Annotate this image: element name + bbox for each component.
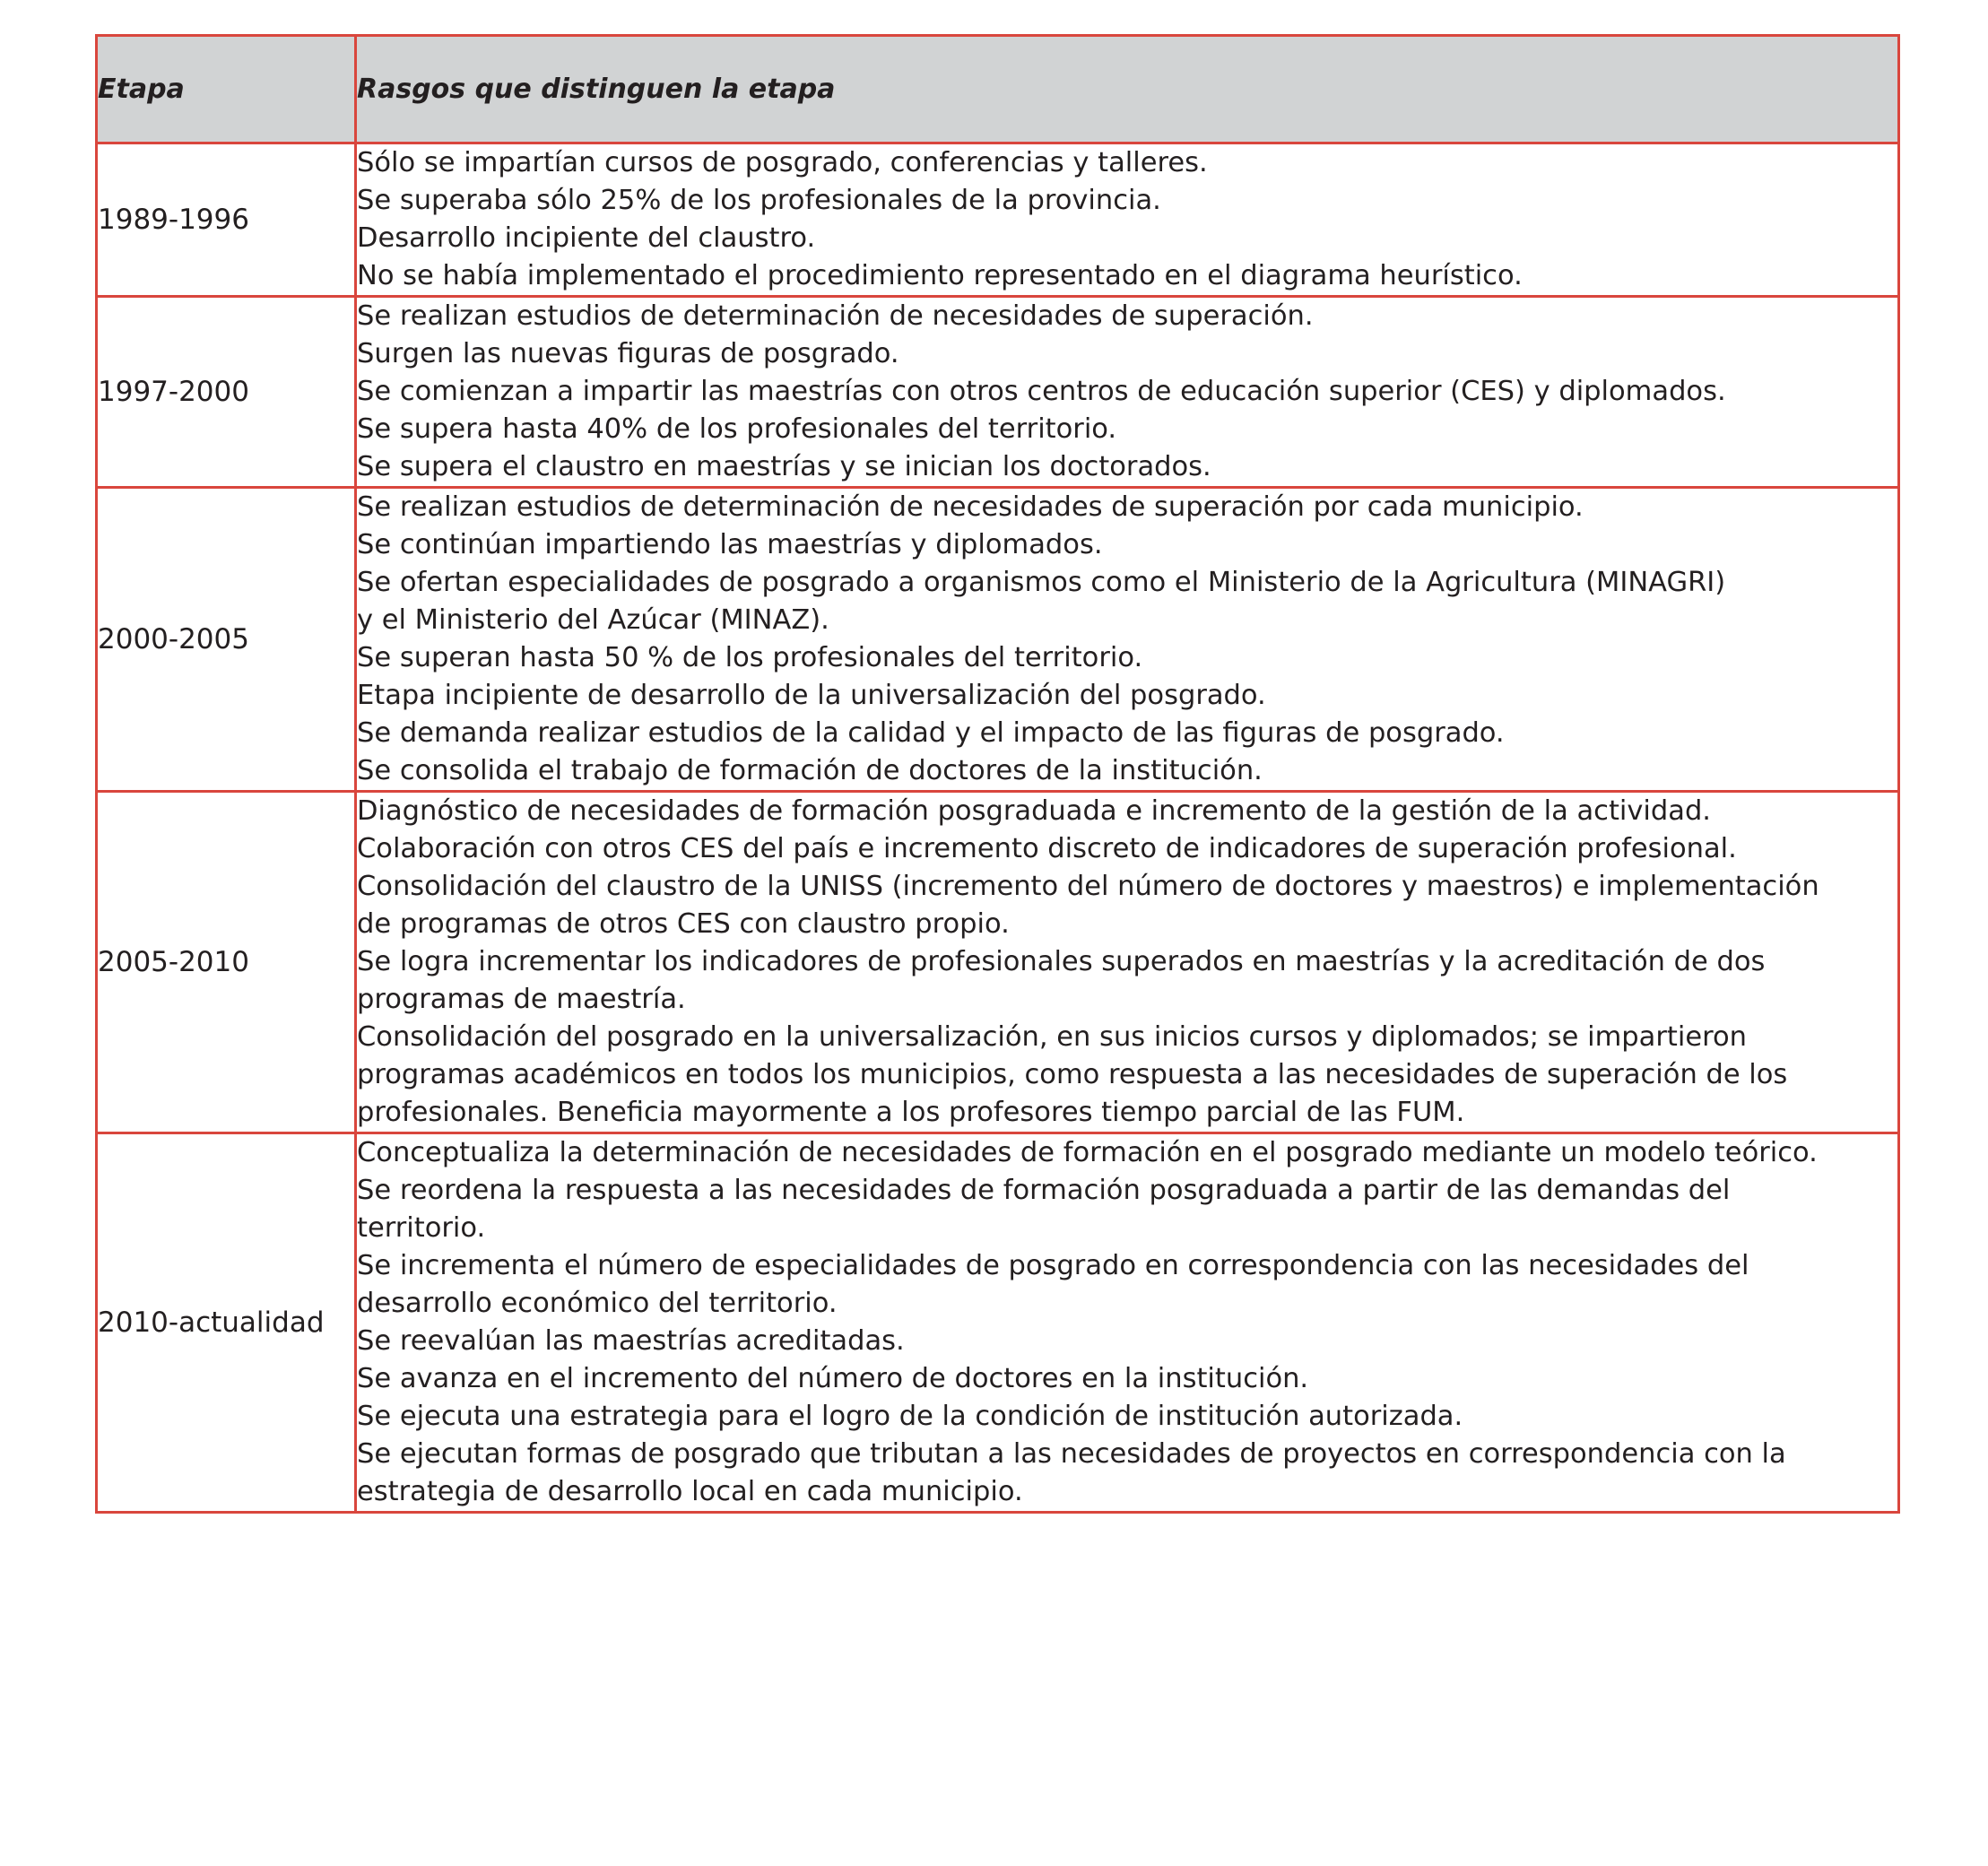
trait-line: Sólo se impartían cursos de posgrado, conferencias y talleres.: [357, 147, 1208, 178]
trait-line: Se demanda realizar estudios de la calidad y el impacto de las figuras de posgrado.: [357, 717, 1505, 749]
traits-cell: [356, 792, 1899, 1133]
trait-line: Consolidación del claustro de la UNISS (incremento del número de doctores y maestros) e implementación: [357, 871, 1819, 902]
trait-line: Se realizan estudios de determinación de necesidades de superación.: [357, 300, 1314, 332]
trait-line: Se realizan estudios de determinación de necesidades de superación por cada municipio.: [357, 491, 1584, 523]
trait-line: Diagnóstico de necesidades de formación posgraduada e incremento de la gestión de la actividad.: [357, 795, 1712, 827]
stage-cell: 2000-2005: [97, 488, 356, 792]
trait-line: Surgen las nuevas figuras de posgrado.: [357, 338, 899, 369]
trait-line: Se superaba sólo 25% de los profesionales de la provincia.: [357, 185, 1161, 216]
trait-line: Se reordena la respuesta a las necesidades de formación posgraduada a partir de las demandas del: [357, 1175, 1731, 1206]
trait-line: Se comienzan a impartir las maestrías con otros centros de educación superior (CES) y diplomados.: [357, 376, 1726, 407]
stage-cell: 1989-1996: [97, 143, 356, 297]
trait-line: programas de maestría.: [357, 984, 686, 1015]
header-row: [97, 36, 1899, 143]
trait-line: Etapa incipiente de desarrollo de la universalización del posgrado.: [357, 680, 1266, 711]
trait-line: Se superan hasta 50 % de los profesionales del territorio.: [357, 642, 1143, 673]
table-header: [97, 36, 1899, 143]
trait-line: Se incrementa el número de especialidades de posgrado en correspondencia con las necesidades del: [357, 1250, 1749, 1281]
trait-line: Se supera el claustro en maestrías y se inician los doctorados.: [357, 451, 1211, 482]
trait-line: Se reevalúan las maestrías acreditadas.: [357, 1325, 905, 1357]
traits-cell: [356, 488, 1899, 792]
traits-cell: [356, 143, 1899, 297]
stage-cell: 1997-2000: [97, 297, 356, 488]
trait-line: de programas de otros CES con claustro propio.: [357, 908, 1010, 940]
trait-line: territorio.: [357, 1212, 486, 1244]
trait-line: No se había implementado el procedimiento representado en el diagrama heurístico.: [357, 260, 1523, 291]
trait-line: Se continúan impartiendo las maestrías y diplomados.: [357, 529, 1103, 560]
trait-line: y el Ministerio del Azúcar (MINAZ).: [357, 604, 829, 636]
header-traits: Rasgos que distinguen la etapa: [356, 36, 1899, 143]
traits-cell: [356, 297, 1899, 488]
stage-cell: 2010-actualidad: [97, 1133, 356, 1513]
trait-line: Se supera hasta 40% de los profesionales del territorio.: [357, 413, 1117, 445]
trait-line: Desarrollo incipiente del claustro.: [357, 222, 816, 254]
table-row: [97, 488, 1899, 792]
trait-line: Se consolida el trabajo de formación de doctores de la institución.: [357, 755, 1263, 786]
trait-line: Se ejecuta una estrategia para el logro de la condición de institución autorizada.: [357, 1401, 1463, 1432]
stage-cell: 2005-2010: [97, 792, 356, 1133]
trait-line: Conceptualiza la determinación de necesidades de formación en el posgrado mediante un modelo teórico.: [357, 1137, 1818, 1168]
trait-line: Se ejecutan formas de posgrado que tributan a las necesidades de proyectos en correspondencia con la: [357, 1438, 1786, 1470]
table-row: [97, 297, 1899, 488]
header-stage: Etapa: [97, 36, 356, 143]
stages-table: [95, 34, 1900, 1514]
traits-cell: [356, 1133, 1899, 1513]
trait-line: Se ofertan especialidades de posgrado a organismos como el Ministerio de la Agricultura (MINAGRI): [357, 567, 1726, 598]
trait-line: desarrollo económico del territorio.: [357, 1288, 838, 1319]
table-body: [97, 143, 1899, 1513]
trait-line: Consolidación del posgrado en la universalización, en sus inicios cursos y diplomados; se impartieron: [357, 1021, 1747, 1053]
table-row: [97, 1133, 1899, 1513]
trait-line: Colaboración con otros CES del país e incremento discreto de indicadores de superación profesional.: [357, 833, 1737, 864]
trait-line: estrategia de desarrollo local en cada municipio.: [357, 1476, 1023, 1507]
trait-line: Se logra incrementar los indicadores de profesionales superados en maestrías y la acreditación de dos: [357, 946, 1766, 977]
table-row: [97, 143, 1899, 297]
table-row: [97, 792, 1899, 1133]
trait-line: profesionales. Beneficia mayormente a los profesores tiempo parcial de las FUM.: [357, 1097, 1465, 1128]
trait-line: programas académicos en todos los municipios, como respuesta a las necesidades de superación de los: [357, 1059, 1788, 1090]
trait-line: Se avanza en el incremento del número de doctores en la institución.: [357, 1363, 1309, 1394]
